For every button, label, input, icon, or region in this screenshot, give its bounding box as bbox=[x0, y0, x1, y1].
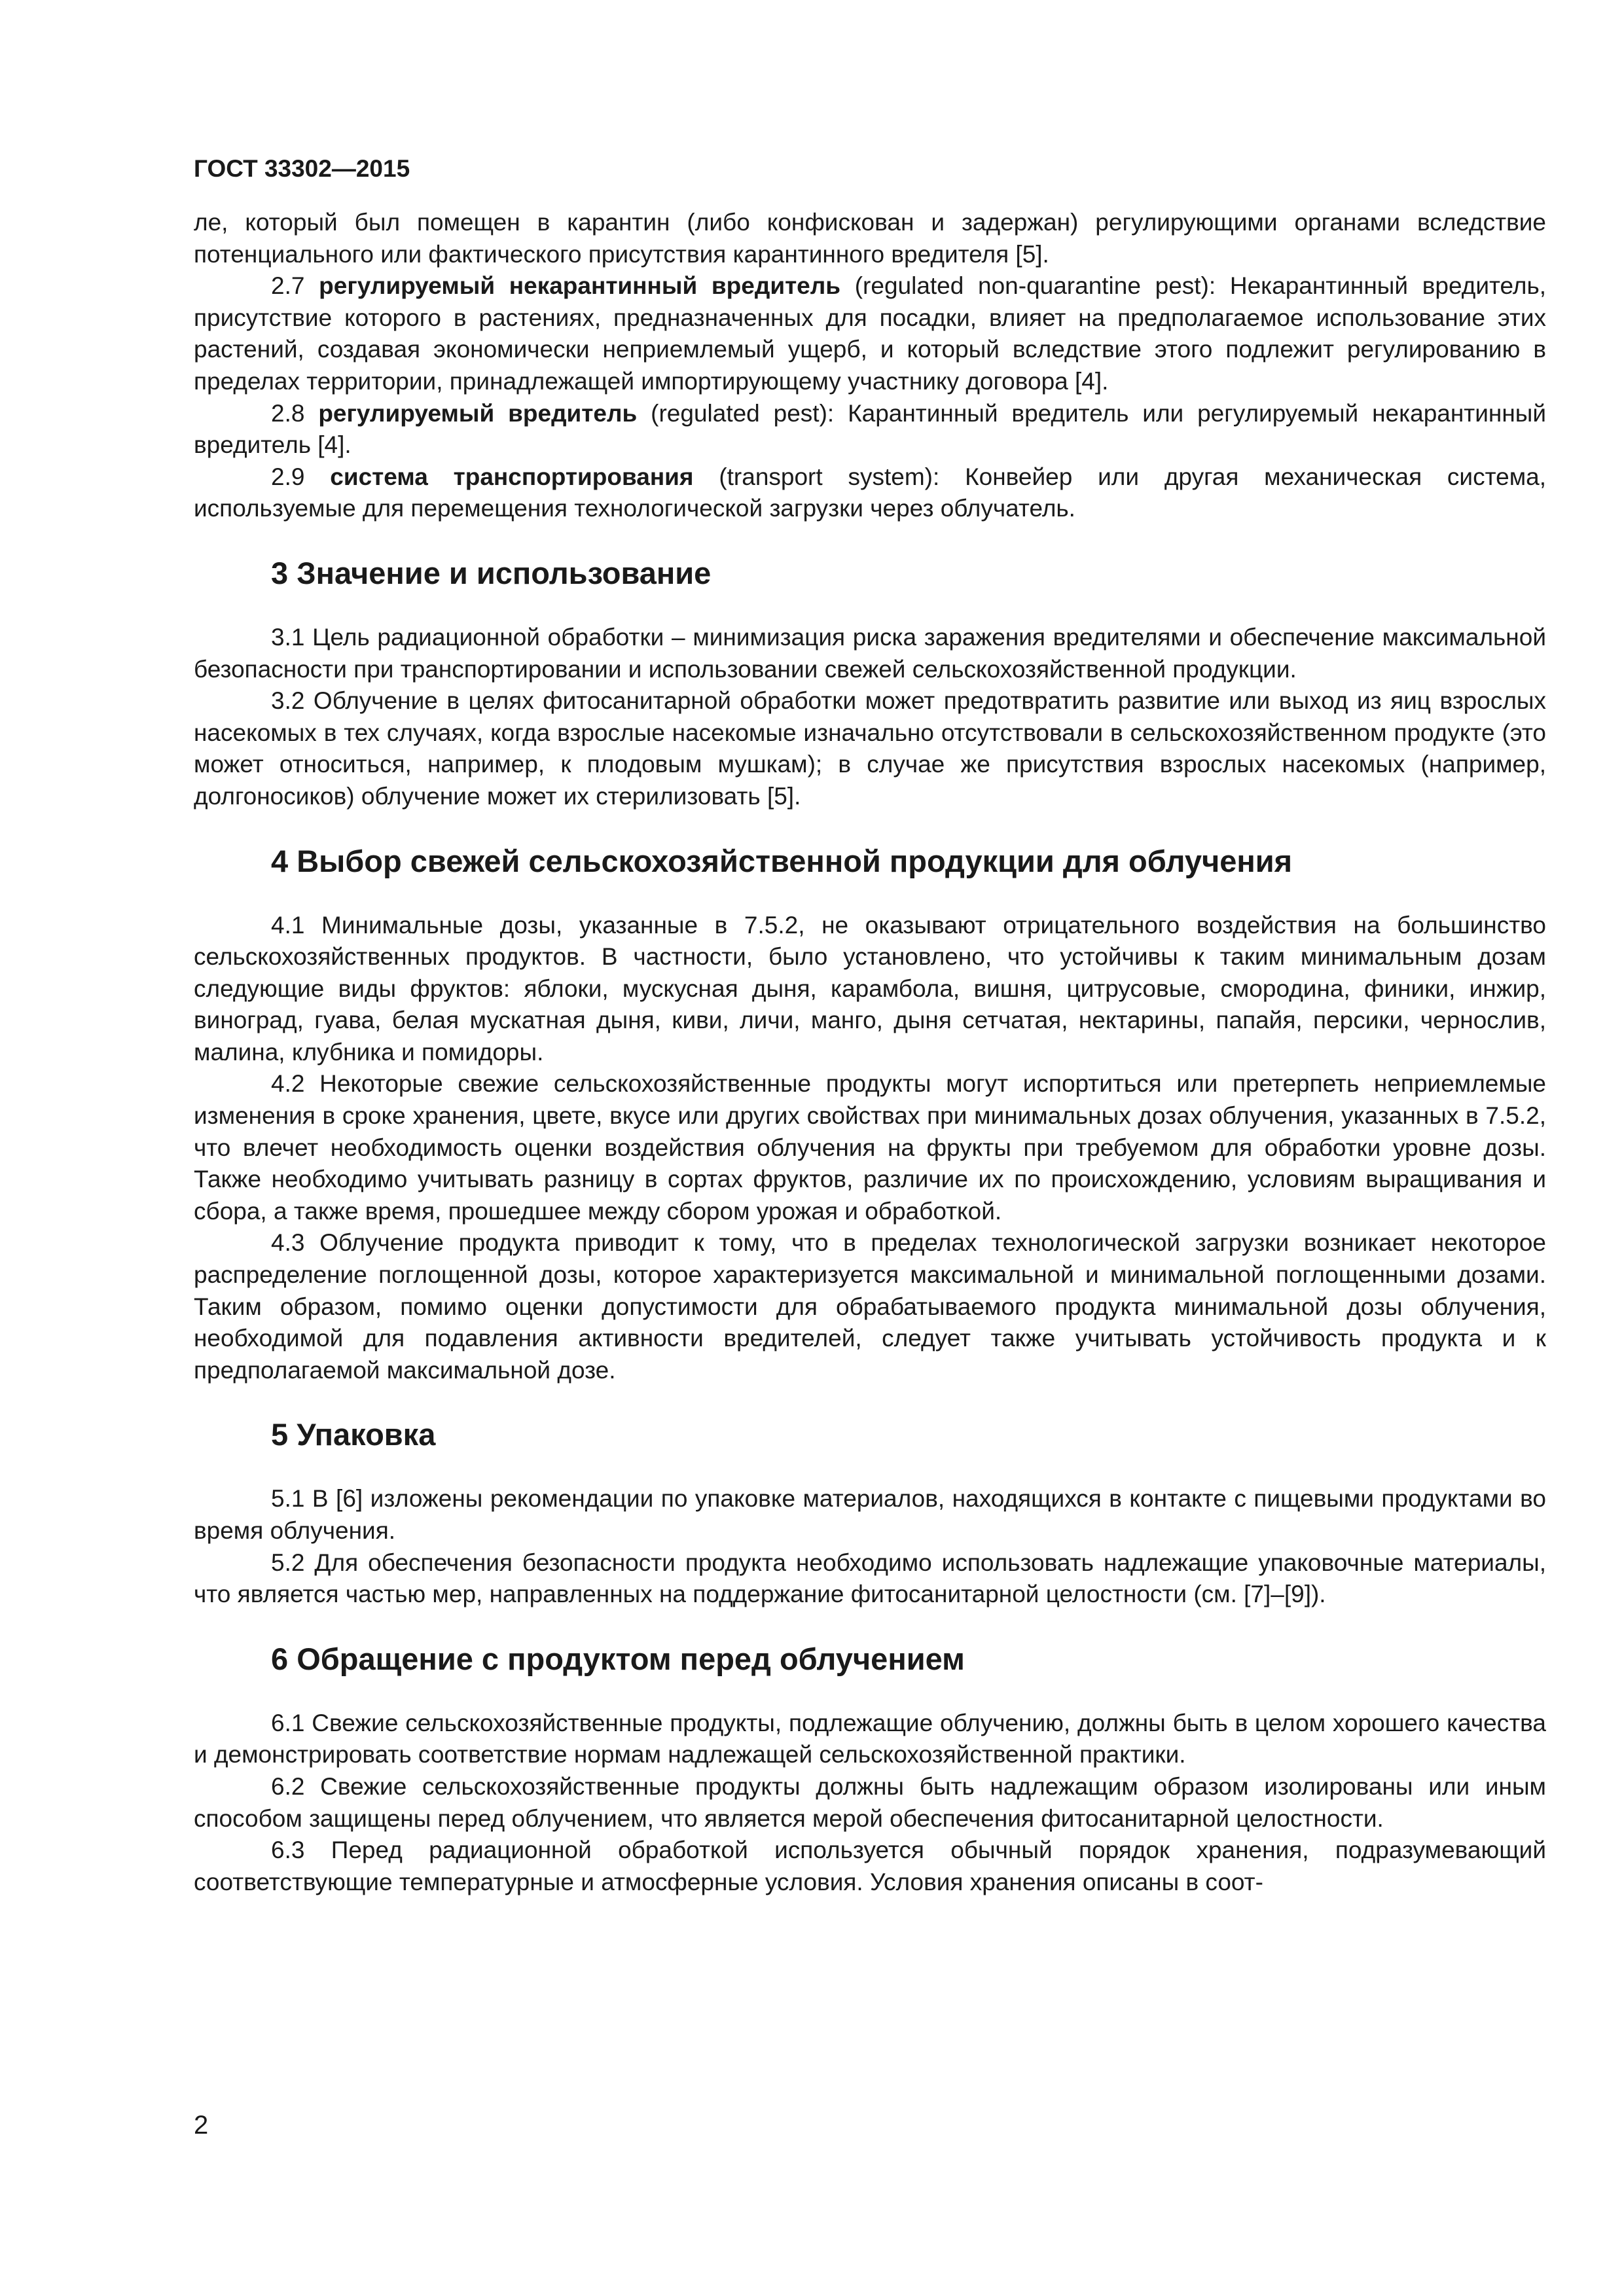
paragraph-5-2: 5.2 Для обеспечения безопасности продукта необходимо использовать надлежащие упаковочные материалы, что является частью мер, направленных на поддержание фитосанитарной целостности (см. [7]–[9]). bbox=[194, 1549, 1546, 1608]
definition-2-7 bbox=[194, 270, 1546, 397]
definition-term: регулируемый некарантинный вредитель bbox=[319, 272, 841, 300]
definition-number: 2.7 bbox=[271, 272, 305, 300]
definition-text: (regulated non-quarantine pest): Некарантинный вредитель, присутствие которого в растениях, предназначенных для посадки, влияет на предполагаемое использование этих растений, создавая экономически неприемлемый ущерб, и который вследствие этого подлежит регулированию в пределах территории, принадлежащей импортирующему участнику договора [4]. bbox=[194, 272, 1547, 395]
page-number: 2 bbox=[194, 2111, 209, 2140]
paragraph-6-2: 6.2 Свежие сельскохозяйственные продукты должны быть надлежащим образом изолированы или иным способом защищены перед облучением, что является мерой обеспечения фитосанитарной целостности. bbox=[194, 1772, 1546, 1832]
paragraph-3-2: 3.2 Облучение в целях фитосанитарной обработки может предотвратить развитие или выход из яиц взрослых насекомых в тех случаях, когда взрослые насекомые изначально отсутствовали в сельскохозяйственном продукте (это может относиться, например, к плодовым мушкам); в случае же присутствия взрослых насекомых (например, долгоносиков) облучение может их стерилизовать [5]. bbox=[194, 687, 1546, 810]
definition-text: (transport system): Конвейер или другая механическая система, используемые для перемещения технологической загрузки через облучатель. bbox=[194, 463, 1546, 522]
definition-2-8 bbox=[194, 398, 1546, 461]
paragraph-3-1: 3.1 Цель радиационной обработки – минимизация риска заражения вредителями и обеспечение максимальной безопасности при транспортировании и использовании свежей сельскохозяйственной продукции. bbox=[194, 623, 1546, 683]
section-heading-4: 4 Выбор свежей сельскохозяйственной продукции для облучения bbox=[271, 843, 1293, 878]
section-heading-5: 5 Упаковка bbox=[271, 1417, 436, 1452]
continued-paragraph: ле, который был помещен в карантин (либо конфискован и задержан) регулирующими органами вследствие потенциального или фактического присутствия карантинного вредителя [5]. bbox=[194, 209, 1546, 268]
definition-number: 2.8 bbox=[271, 399, 305, 427]
definition-number: 2.9 bbox=[271, 463, 305, 490]
paragraph-6-3: 6.3 Перед радиационной обработкой используется обычный порядок хранения, подразумевающий соответствующие температурные и атмосферные условия. Условия хранения описаны в соот- bbox=[194, 1837, 1546, 1895]
paragraph-4-2: 4.2 Некоторые свежие сельскохозяйственные продукты могут испортиться или претерпеть неприемлемые изменения в сроке хранения, цвете, вкусе или других свойствах при минимальных дозах облучения, указанных в 7.5.2, что влечет необходимость оценки воздействия облучения на фрукты при требуемом для обработки уровне дозы. Также необходимо учитывать разницу в сортах фруктов, различие их по происхождению, условиям выращивания и сбора, а также время, прошедшее между сбором урожая и обработкой. bbox=[194, 1070, 1546, 1225]
paragraph-5-1: 5.1 В [6] изложены рекомендации по упаковке материалов, находящихся в контакте с пищевыми продуктами во время облучения. bbox=[194, 1485, 1546, 1544]
document-header: ГОСТ 33302—2015 bbox=[194, 155, 410, 182]
paragraph-4-1: 4.1 Минимальные дозы, указанные в 7.5.2, не оказывают отрицательного воздействия на большинство сельскохозяйственных продуктов. В частности, было установлено, что устойчивы к таким минимальным дозам следующие виды фруктов: яблоки, мускусная дыня, карамбола, вишня, цитрусовые, смородина, финики, инжир, виноград, гуава, белая мускатная дыня, киви, личи, манго, дыня сетчатая, нектарины, папайя, персики, чернослив, малина, клубника и помидоры. bbox=[194, 911, 1546, 1066]
paragraph-6-1: 6.1 Свежие сельскохозяйственные продукты, подлежащие облучению, должны быть в целом хорошего качества и демонстрировать соответствие нормам надлежащей сельскохозяйственной практики. bbox=[194, 1709, 1546, 1768]
definition-text: (regulated pest): Карантинный вредитель или регулируемый некарантинный вредитель [4]. bbox=[194, 399, 1547, 459]
section-heading-3: 3 Значение и использование bbox=[271, 555, 712, 590]
definition-2-9 bbox=[194, 461, 1546, 525]
definition-term: система транспортирования bbox=[330, 463, 694, 490]
document-page bbox=[194, 154, 1546, 1898]
paragraph-4-3: 4.3 Облучение продукта приводит к тому, что в пределах технологической загрузки возникает некоторое распределение поглощенной дозы, которое характеризуется максимальной и минимальной поглощенными дозами. Таким образом, помимо оценки допустимости для обрабатываемого продукта минимальной дозы облучения, необходимой для подавления активности вредителей, следует также учитывать устойчивость продукта и к предполагаемой максимальной дозе. bbox=[194, 1229, 1546, 1384]
section-heading-6: 6 Обращение с продуктом перед облучением bbox=[271, 1641, 965, 1676]
definition-term: регулируемый вредитель bbox=[318, 399, 638, 427]
